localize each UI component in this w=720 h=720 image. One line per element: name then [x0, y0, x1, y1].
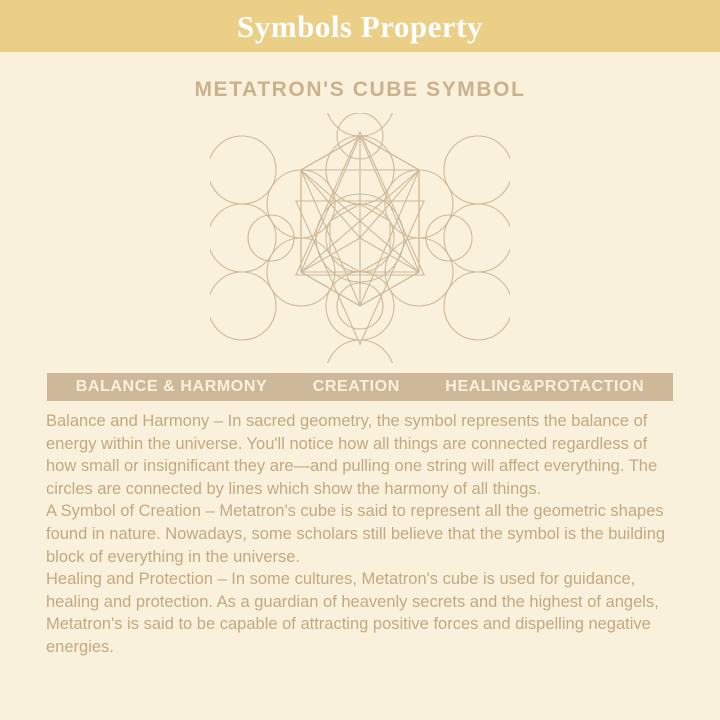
keyword-healing-protection: HEALING&PROTACTION: [445, 378, 645, 395]
header-bar: [0, 0, 720, 52]
section-title: METATRON'S CUBE SYMBOL: [194, 78, 526, 101]
page-title: Symbols Property: [237, 8, 483, 44]
paragraph-creation: A Symbol of Creation – Metatron's cube is said to represent all the geometric shapes found in nature. Nowadays, some scholars still believe that the symbol is the building block of everything in the universe.: [46, 502, 666, 566]
paragraph-balance-harmony: Balance and Harmony – In sacred geometry, the symbol represents the balance of energy within the universe. You'll notice how all things are connected regardless of how small or insignificant they are—and pulling one string will affect everything. The circles are connected by lines which show the harmony of all things.: [46, 412, 658, 498]
metatrons-cube-figure: [0, 110, 720, 365]
keyword-bar: [47, 373, 673, 401]
keyword-creation: CREATION: [312, 378, 400, 395]
body-text: [46, 410, 674, 659]
paragraph-healing-protection: Healing and Protection – In some cultures, Metatron's cube is used for guidance, healing and protection. As a guardian of heavenly secrets and the highest of angels, Metatron's is said to be capable of attracting positive forces and dispelling negative energies.: [46, 570, 659, 656]
keyword-balance-harmony: BALANCE & HARMONY: [75, 378, 268, 395]
metatrons-cube-icon: [210, 113, 510, 363]
